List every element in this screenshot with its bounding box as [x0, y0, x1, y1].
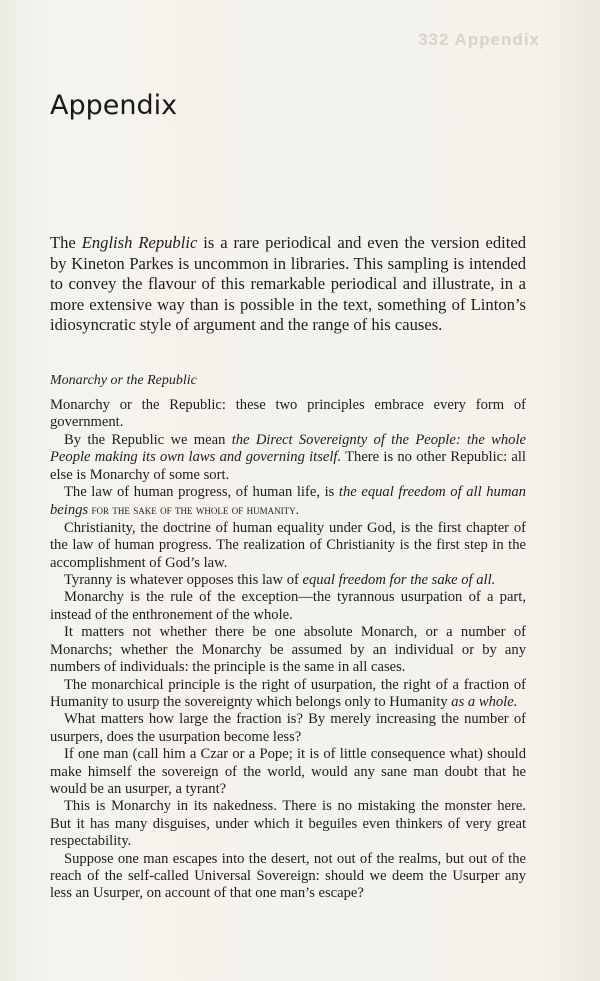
intro-italic-title: English Republic: [81, 233, 198, 252]
paragraph-2-post: There is no other Republic: all else is Monarchy of some sort.: [50, 449, 526, 483]
paragraph-3-pre: The law of human progress, of human life, is: [64, 484, 339, 501]
paragraph-8-italic: as a whole.: [451, 693, 518, 710]
paragraph-10: If one man (call him a Czar or a Pope; it is of little consequence what) should make himself the sovereign of the world, would any sane man doubt that he would be an usurper, a tyrant?: [50, 746, 526, 797]
intro-text-post: is a rare periodical and even the version edited by Kineton Parkes is uncommon in libraries. This sampling is intended to convey the flavour of this remarkable periodical and illustrate, in a more extensive way than is possible in the text, something of Linton’s idiosyncratic style of argument and the range of his causes.: [50, 233, 526, 335]
paragraph-2: [50, 432, 526, 484]
paragraph-2-italic: the Direct Sovereignty of the People: the whole People making its own laws and governing itself.: [50, 431, 526, 466]
paragraph-8-pre: The monarchical principle is the right of usurpation, the right of a fraction of Humanity to usurp the sovereignty which belongs only to Humanity: [50, 676, 526, 710]
paragraph-8: [50, 677, 526, 712]
body-text: [50, 397, 526, 903]
page-title: Appendix: [50, 90, 178, 121]
paragraph-9: What matters how large the fraction is? By merely increasing the number of usurpers, does the usurpation become less?: [50, 711, 526, 745]
paragraph-11: This is Monarchy in its nakedness. There is no mistaking the monster here. But it has many disguises, under which it beguiles even thinkers of very great respectability.: [50, 798, 526, 850]
intro-text-pre: The: [50, 233, 82, 252]
paragraph-1: Monarchy or the Republic: these two principles embrace every form of government.: [50, 397, 526, 431]
paragraph-7: It matters not whether there be one absolute Monarch, or a number of Monarchs; whether the Monarchy be assumed by an individual or by any numbers of individuals: the principle is the same in all cases.: [50, 624, 526, 676]
paragraph-3-italic: the equal freedom of all human beings: [50, 484, 526, 519]
paragraph-5: [50, 572, 526, 589]
section-subheading: Monarchy or the Republic: [50, 373, 197, 388]
paragraph-6: Monarchy is the rule of the exception—the tyrannous usurpation of a part, instead of the enthronement of the whole.: [50, 589, 526, 623]
paragraph-3: [50, 484, 526, 520]
paragraph-2-pre: By the Republic we mean: [64, 431, 232, 448]
paragraph-3-small-caps: for the sake of the whole of humanity.: [88, 502, 299, 518]
paragraph-5-italic: equal freedom for the sake of all.: [302, 572, 496, 589]
paragraph-5-pre: Tyranny is whatever opposes this law of: [64, 572, 303, 589]
paragraph-4: Christianity, the doctrine of human equality under God, is the first chapter of the law of human progress. The realization of Christianity is the first step in the accomplishment of God’s law.: [50, 519, 526, 571]
intro-paragraph: [50, 233, 526, 336]
bleed-through-header: 332 Appendix: [418, 30, 540, 49]
paragraph-12: Suppose one man escapes into the desert, not out of the realms, but out of the reach of the self-called Universal Sovereign: should we deem the Usurper any less an Usurper, on account of that one man’s escape?: [50, 850, 526, 902]
